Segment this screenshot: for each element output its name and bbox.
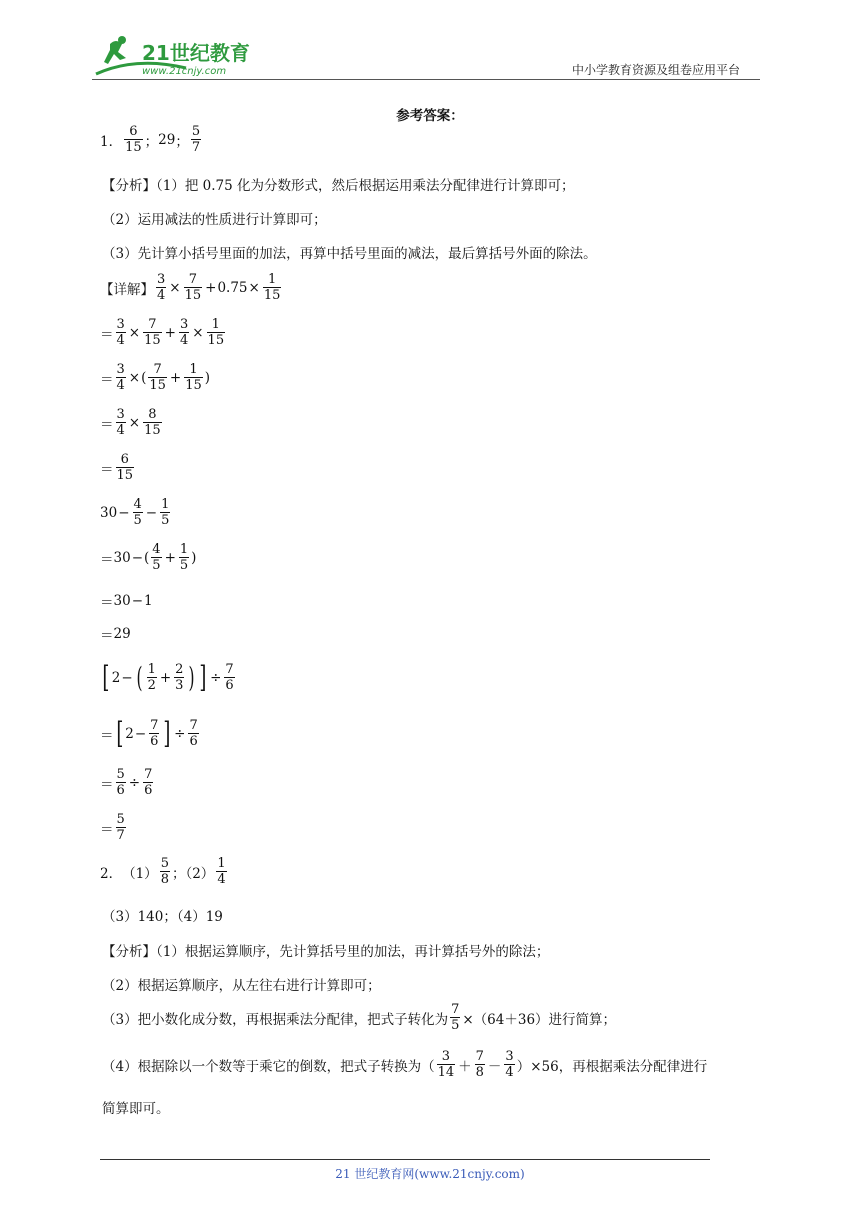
header-platform-text: 中小学教育资源及组卷应用平台 (572, 63, 741, 77)
detail-step-7: ＝ 30 − ( $\frac{4}{5}$ + $\frac{1}{5}$ ) (100, 542, 197, 573)
site-logo (92, 34, 262, 80)
detail-step-13: ＝ $\frac{5}{7}$ (100, 812, 125, 843)
detail-step-8: ＝ 30 − 1 (100, 593, 153, 611)
analysis2-line4: （4）根据除以一个数等于乘它的倒数，把式子转换为（ $\frac{3}{14}$ ＋ $\frac{7}{8}$ － $\frac{3}{4}$ ）×56，再根据乘法分配律进行 (102, 1049, 708, 1080)
detail-step-4: ＝ $\frac{3}{4}$ × $\frac{8}{15}$ (100, 407, 161, 438)
detail-step-3: ＝ $\frac{3}{4}$ × ( $\frac{7}{15}$ + $\frac{1}{15}$ ) (100, 362, 211, 393)
analysis1-line3: （3）先计算小括号里面的加法，再算中括号里面的减法，最后算括号外面的除法。 (102, 246, 597, 262)
analysis2-line1: 【分析】（1）根据运算顺序，先计算括号里的加法，再计算括号外的除法； (102, 944, 550, 960)
logo-url: www.21cnjy.com (142, 66, 227, 77)
q1-answer: 1． $\frac{6}{15}$ ； 29 ； $\frac{5}{7}$ (100, 124, 201, 155)
detail-step-5: ＝ $\frac{6}{15}$ (100, 452, 134, 483)
analysis2-line2: （2）根据运算顺序，从左往右进行计算即可； (102, 978, 381, 994)
q2-answer: 2． （1） $\frac{5}{8}$ ；（2） $\frac{1}{4}$ (100, 856, 226, 887)
analysis2-line5: 简算即可。 (102, 1101, 170, 1117)
logo-text: 21世纪教育 (142, 41, 250, 65)
footer-link[interactable]: 21 世纪教育网(www.21cnjy.com) (335, 1167, 525, 1181)
fraction: $\frac{5}{7}$ (191, 124, 201, 155)
header-divider (92, 79, 760, 80)
q2-answer-line2: （3）140；（4）19 (102, 909, 223, 925)
footer-divider (100, 1159, 710, 1160)
detail-step-9: ＝ 29 (100, 626, 131, 644)
detail-step-12: ＝ $\frac{5}{6}$ ÷ $\frac{7}{6}$ (100, 767, 153, 798)
page-title: 参考答案： (396, 108, 464, 124)
detail-step-11: ＝ [ 2 − $\frac{7}{6}$ ] ÷ $\frac{7}{6}$ (100, 715, 198, 751)
detail-step-1: 【详解】 $\frac{3}{4}$ × $\frac{7}{15}$ + 0.75 × $\frac{1}{15}$ (100, 272, 281, 303)
detail-step-2: ＝ $\frac{3}{4}$ × $\frac{7}{15}$ + $\frac{3}{4}$ × $\frac{1}{15}$ (100, 317, 225, 348)
detail-step-6: 30 − $\frac{4}{5}$ − $\frac{1}{5}$ (100, 497, 170, 528)
fraction: $\frac{6}{15}$ (125, 124, 142, 155)
analysis2-line3: （3）把小数化成分数，再根据乘法分配律，把式子转化为 $\frac{7}{5}$ ×（64＋36）进行简算； (102, 1002, 617, 1033)
q1-label: 1． (100, 133, 123, 150)
detail-step-10: [ 2 − ( $\frac{1}{2}$ + $\frac{2}{3}$ ) ] ÷ $\frac{7}{6}$ (102, 659, 234, 695)
analysis1-line1: 【分析】（1）把 0.75 化为分数形式，然后根据运用乘法分配律进行计算即可； (102, 178, 575, 194)
analysis1-line2: （2）运用减法的性质进行计算即可； (102, 212, 327, 228)
